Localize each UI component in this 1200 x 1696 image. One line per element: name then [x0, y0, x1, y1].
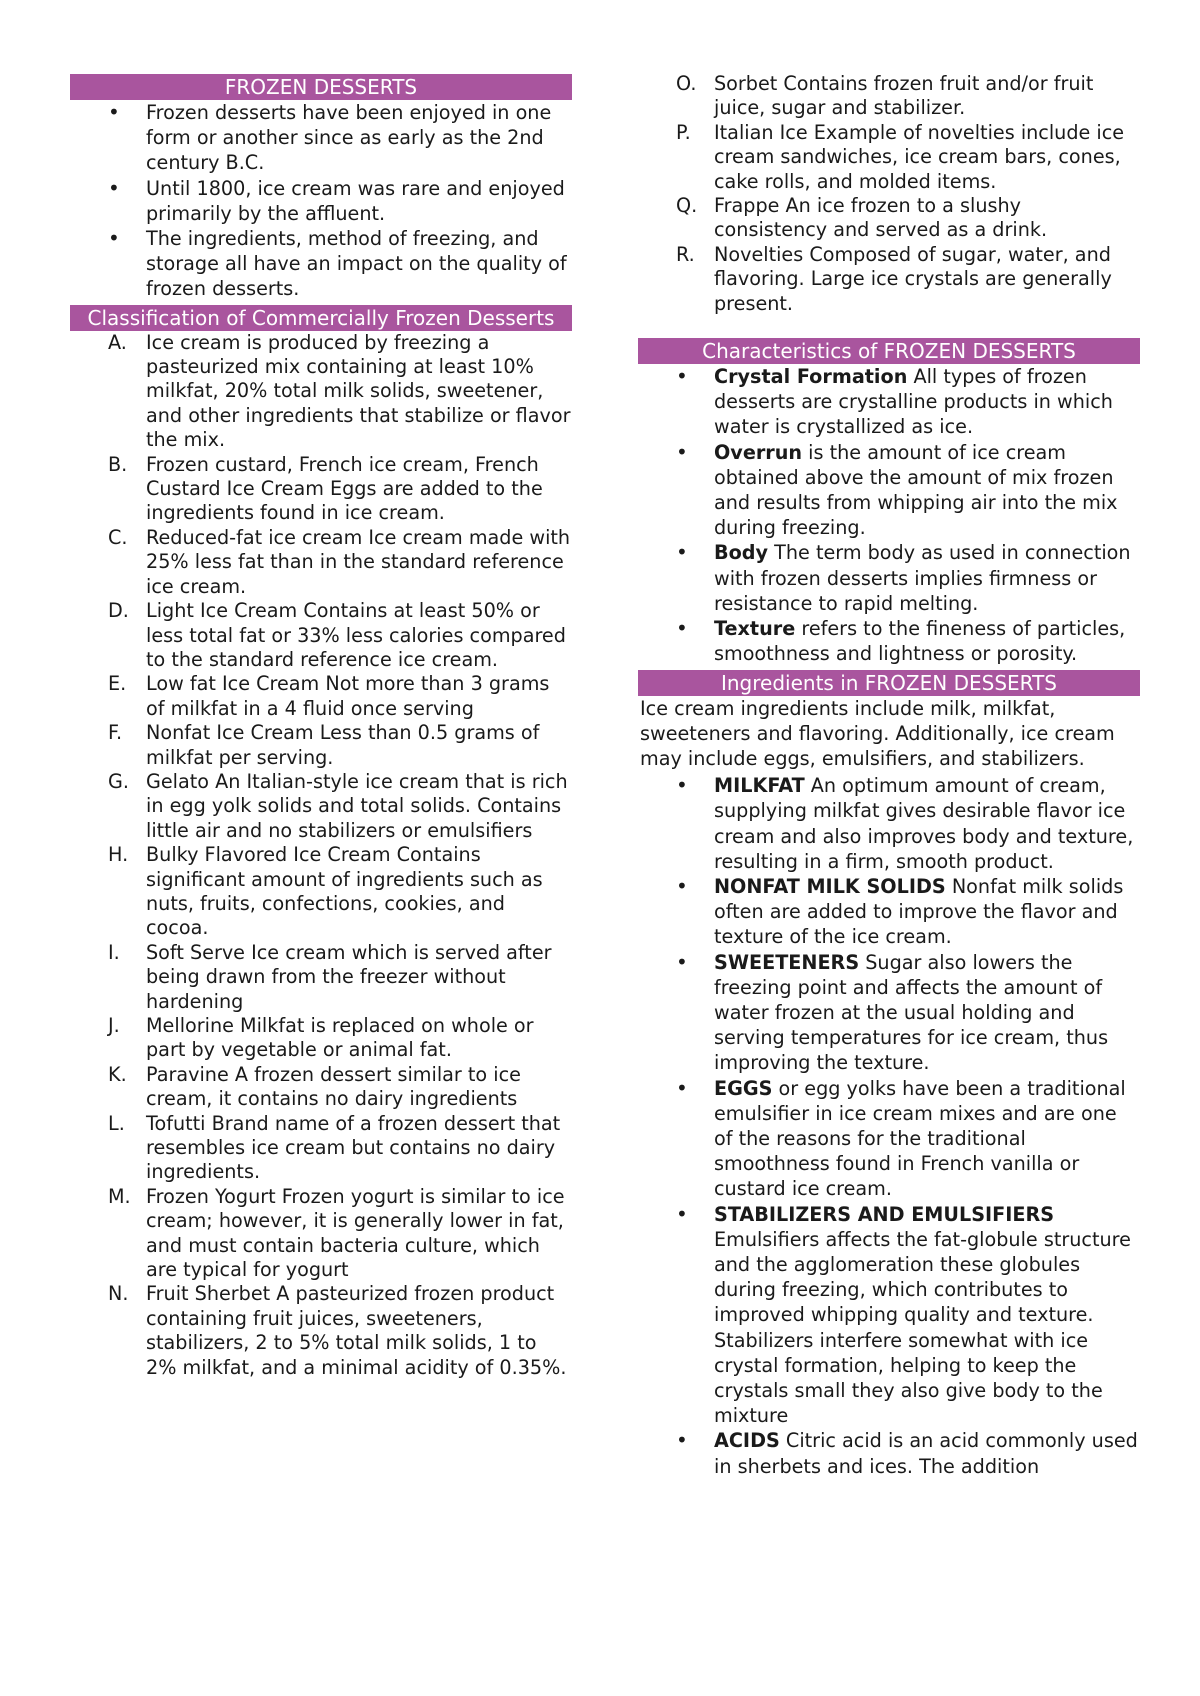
list-item [638, 440, 1140, 541]
list-item-text: Frozen custard, French ice cream, French Custard Ice Cream Eggs are added to the ingredients found in ice cream. [146, 452, 543, 525]
ingredients-intro: Ice cream ingredients include milk, milkfat, sweeteners and flavoring. Additionally, ice cream may include eggs, emulsifiers, and stabilizers. [640, 696, 1115, 770]
list-marker: M. [108, 1184, 131, 1208]
term: Body [714, 541, 769, 565]
list-item-text: Sorbet Contains frozen fruit and/or fruit juice, sugar and stabilizer. [714, 72, 1094, 120]
list-item [638, 1428, 1140, 1478]
list-item [70, 1112, 572, 1185]
list-item [638, 1202, 1140, 1429]
list-item-text: Ice cream is produced by freezing a pasteurized mix containing at least 10% milkfat, 20% total milk solids, sweetener, and other ingredients that stabilize or flavor the mix. [146, 330, 571, 452]
term: Texture [714, 617, 796, 641]
list-item [638, 540, 1140, 616]
list-item [70, 941, 572, 1014]
list-item: • The ingredients, method of freezing, and storage all have an impact on the quality of frozen desserts. [70, 226, 572, 302]
term-description: Citric acid is an acid commonly used in sherbets and ices. The addition [714, 1429, 1138, 1478]
list-marker: O. [676, 72, 697, 95]
right-column [638, 72, 1140, 1479]
list-item-text: Bulky Flavored Ice Cream Contains significant amount of ingredients such as nuts, fruits, confections, cookies, and cocoa. [146, 843, 543, 940]
list-marker: G. [108, 769, 129, 793]
term-description: Sugar also lowers the freezing point and affects the amount of water frozen at the usual holding and serving temperatures for ice cream, thus improving the texture. [714, 950, 1109, 1075]
list-marker: P. [676, 120, 691, 144]
list-item-text: Frozen Yogurt Frozen yogurt is similar to ice cream; however, it is generally lower in fat, and must contain bacteria culture, which are typical for yogurt [146, 1184, 565, 1282]
term: Crystal Formation [714, 365, 908, 389]
list-item [70, 599, 572, 672]
term-description: Nonfat milk solids often are added to improve the flavor and texture of the ice cream. [714, 874, 1124, 949]
list-item [70, 721, 572, 770]
list-item [638, 72, 1140, 121]
list-item-text: Fruit Sherbet A pasteurized frozen product containing fruit juices, sweeteners, stabilizers, 2 to 5% total milk solids, 1 to 2% milkfat, and a minimal acidity of 0.35%. [146, 1282, 567, 1379]
list-item [70, 1063, 572, 1112]
list-marker: C. [108, 525, 128, 549]
list-marker: H. [108, 843, 129, 867]
characteristics-heading: Characteristics of FROZEN DESSERTS [638, 338, 1140, 364]
list-item-text: Tofutti Brand name of a frozen dessert that resembles ice cream but contains no dairy ingredients. [146, 1111, 561, 1184]
list-marker: R. [676, 242, 695, 266]
list-item-text: Italian Ice Example of novelties include ice cream sandwiches, ice cream bars, cones, cake rolls, and molded items. [714, 120, 1125, 193]
list-marker: A. [108, 330, 127, 354]
list-item-text: Nonfat Ice Cream Less than 0.5 grams of milkfat per serving. [146, 721, 540, 769]
list-item-text: Paravine A frozen dessert similar to ice cream, it contains no dairy ingredients [146, 1062, 521, 1111]
left-column [70, 74, 572, 1380]
list-item: • Frozen desserts have been enjoyed in one form or another since as early as the 2nd century B.C. [70, 100, 572, 176]
list-marker: I. [108, 940, 120, 964]
term: EGGS [714, 1076, 773, 1100]
term: MILKFAT [714, 774, 805, 798]
list-item [70, 770, 572, 843]
list-item [638, 773, 1140, 874]
frozen-desserts-heading: FROZEN DESSERTS [70, 74, 572, 100]
term-description: The term body as used in connection with frozen desserts implies firmness or resistance to rapid melting. [714, 541, 1131, 615]
list-marker: B. [108, 452, 128, 476]
term-description: Emulsifiers affects the fat-globule structure and the agglomeration these globules during freezing, which contributes to improved whipping quality and texture. Stabilizers interfere somewhat with ice crystal formation, helping to keep the crystals small they also give body to the mixture [714, 1227, 1131, 1428]
term: ACIDS [714, 1429, 780, 1453]
list-item-text: Novelties Composed of sugar, water, and flavoring. Large ice crystals are generally present. [714, 242, 1112, 315]
term: SWEETENERS [714, 950, 860, 974]
ingredients-heading: Ingredients in FROZEN DESSERTS [638, 670, 1140, 696]
intro-bullet-list [70, 100, 572, 302]
list-item [638, 1076, 1140, 1202]
list-item [638, 243, 1140, 316]
list-item-text: Soft Serve Ice cream which is served after being drawn from the freezer without hardening [146, 940, 552, 1013]
classification-list-continued [638, 72, 1140, 316]
list-item-text: Reduced-fat ice cream Ice cream made with 25% less fat than in the standard reference ice cream. [146, 525, 571, 598]
list-item-text: Mellorine Milkfat is replaced on whole or part by vegetable or animal fat. [146, 1014, 534, 1062]
term: STABILIZERS AND EMULSIFIERS [714, 1202, 1055, 1226]
list-item-text: Light Ice Cream Contains at least 50% or less total fat or 33% less calories compared to the standard reference ice cream. [146, 599, 566, 671]
list-item-text: Low fat Ice Cream Not more than 3 grams of milkfat in a 4 fluid once serving [146, 672, 550, 720]
term-description: All types of frozen desserts are crystalline products in which water is crystallized as ice. [714, 365, 1113, 439]
list-marker: Q. [676, 194, 698, 218]
term: NONFAT MILK SOLIDS [714, 874, 946, 898]
list-item [638, 950, 1140, 1076]
list-item [70, 1014, 572, 1063]
list-marker: J. [108, 1014, 120, 1037]
classification-heading: Classification of Commercially Frozen Desserts [70, 305, 572, 331]
term-description: is the amount of ice cream obtained above the amount of mix frozen and results from whipping air into the mix during freezing. [714, 440, 1118, 540]
ingredients-list [638, 773, 1140, 1479]
list-item [70, 672, 572, 721]
list-item: • Until 1800, ice cream was rare and enjoyed primarily by the affluent. [70, 176, 572, 226]
list-marker: K. [108, 1062, 127, 1086]
list-marker: N. [108, 1282, 129, 1306]
list-marker: L. [108, 1111, 125, 1135]
list-item [70, 843, 572, 941]
list-item-text: Gelato An Italian-style ice cream that is rich in egg yolk solids and total solids. Contains little air and no stabilizers or emulsifiers [146, 769, 568, 842]
list-item [70, 526, 572, 599]
term-description: An optimum amount of cream, supplying milkfat gives desirable flavor ice cream and also improves body and texture, resulting in a firm, smooth product. [714, 774, 1134, 873]
list-item [70, 1185, 572, 1283]
list-item [638, 364, 1140, 440]
list-item [70, 331, 572, 453]
list-marker: D. [108, 599, 129, 623]
list-item [70, 453, 572, 526]
classification-list [70, 331, 572, 1380]
list-item [70, 1282, 572, 1380]
list-item [638, 121, 1140, 194]
list-item-text: Frappe An ice frozen to a slushy consistency and served as a drink. [714, 194, 1048, 242]
list-marker: F. [108, 721, 123, 745]
term: Overrun [714, 440, 803, 464]
term-description: refers to the fineness of particles, smoothness and lightness or porosity. [714, 617, 1126, 666]
characteristics-list [638, 364, 1140, 666]
list-marker: E. [108, 672, 127, 696]
list-item [638, 616, 1140, 666]
list-item [638, 874, 1140, 950]
list-item [638, 194, 1140, 243]
term-description: or egg yolks have been a traditional emulsifier in ice cream mixes and are one of the reasons for the traditional smoothness found in French vanilla or custard ice cream. [714, 1076, 1126, 1201]
